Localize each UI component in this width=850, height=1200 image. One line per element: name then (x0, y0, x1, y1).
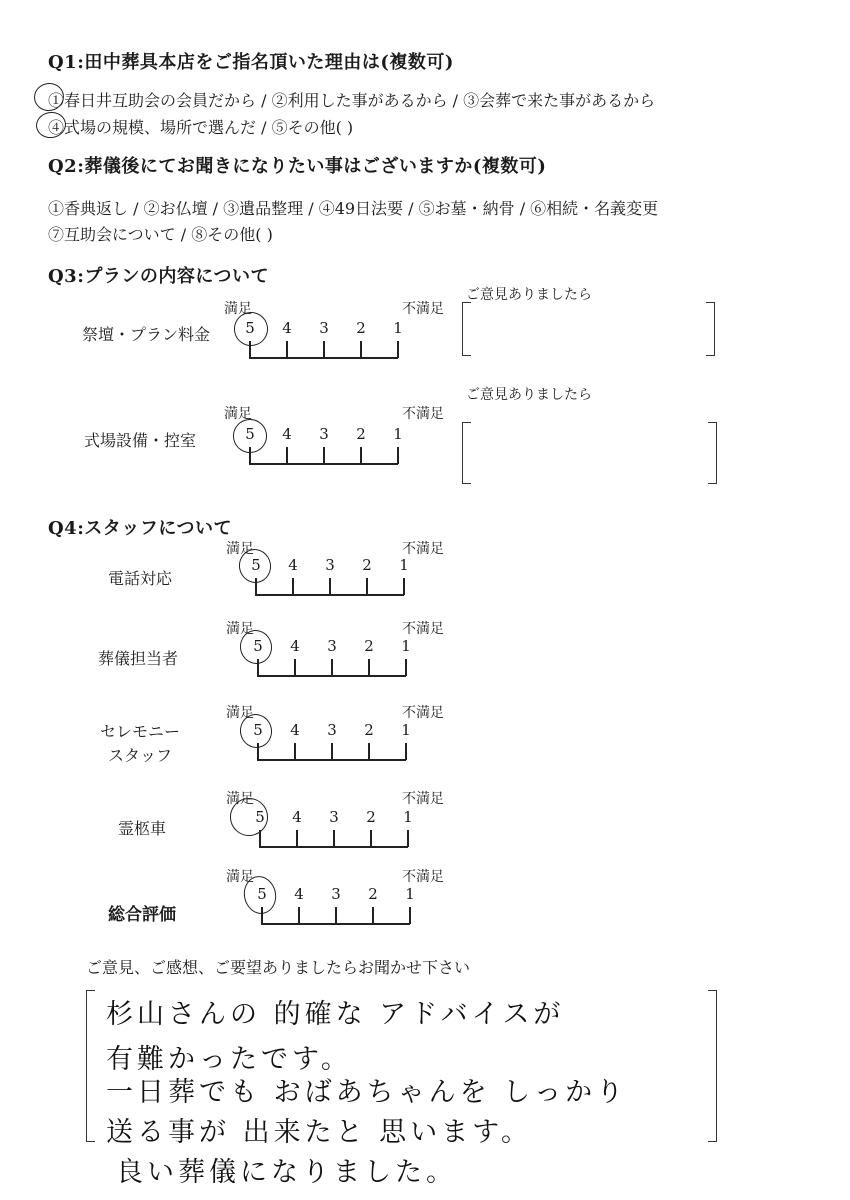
scale-baseline (249, 357, 398, 359)
scale-tick (286, 341, 288, 358)
q3-title: Q3:プランの内容について (48, 266, 269, 287)
q1-options-line1: ①春日井互助会の会員だから / ②利用した事があるから / ③会葬で来た事があるから (48, 91, 656, 110)
rating-number-3[interactable]: 3 (319, 319, 329, 337)
scale-baseline (249, 463, 398, 465)
rating-number-5[interactable]: 5 (253, 721, 263, 739)
scale-baseline (255, 594, 404, 596)
rating-scale[interactable] (251, 556, 409, 600)
rating-number-1[interactable]: 1 (399, 556, 409, 574)
scale-tick (294, 659, 296, 676)
comment-box-right-bracket (708, 422, 717, 484)
handwritten-comment-line: 送る事が 出来たと 思います。 (106, 1117, 533, 1148)
rating-number-5[interactable]: 5 (257, 885, 267, 903)
q2-options-line2: ⑦互助会について / ⑧その他( ) (48, 225, 273, 244)
unsatisfied-label: 不満足 (402, 301, 444, 317)
q4-item-label-line1: セレモニー (100, 722, 181, 741)
scale-baseline (259, 846, 408, 848)
scale-tick (331, 659, 333, 676)
q2-options-line1: ①香典返し / ②お仏壇 / ③遺品整理 / ④49日法要 / ⑤お墓・納骨 / ⑥相続・名義変更 (48, 199, 659, 218)
rating-number-2[interactable]: 2 (368, 885, 378, 903)
q4-title: Q4:スタッフについて (48, 518, 232, 539)
comment-box-right-bracket (706, 302, 715, 356)
rating-number-2[interactable]: 2 (356, 319, 366, 337)
unsatisfied-label: 不満足 (402, 791, 444, 807)
rating-scale[interactable] (253, 637, 411, 681)
scale-tick (397, 341, 399, 358)
handwritten-comment-line: 一日葬でも おばあちゃんを しっかり (106, 1077, 628, 1108)
q4-item-label: 電話対応 (108, 569, 173, 588)
scale-tick (372, 907, 374, 924)
scale-tick (298, 907, 300, 924)
scale-tick (335, 907, 337, 924)
q1-title: Q1:田中葬具本店をご指名頂いた理由は(複数可) (48, 52, 454, 73)
rating-number-5[interactable]: 5 (251, 556, 261, 574)
unsatisfied-label: 不満足 (402, 705, 444, 721)
scale-tick (409, 907, 411, 924)
rating-scale[interactable] (257, 885, 415, 929)
unsatisfied-label: 不満足 (402, 406, 444, 422)
q4-item-label: 総合評価 (108, 905, 176, 925)
rating-number-5[interactable]: 5 (253, 637, 263, 655)
q4-item-label-line2: スタッフ (108, 746, 173, 765)
rating-number-3[interactable]: 3 (327, 637, 337, 655)
scale-tick (323, 447, 325, 464)
rating-number-2[interactable]: 2 (364, 637, 374, 655)
rating-number-4[interactable]: 4 (292, 808, 302, 826)
satisfied-label: 満足 (226, 791, 254, 807)
scale-tick (407, 830, 409, 847)
rating-number-3[interactable]: 3 (319, 425, 329, 443)
rating-number-3[interactable]: 3 (331, 885, 341, 903)
rating-number-2[interactable]: 2 (362, 556, 372, 574)
rating-scale[interactable] (255, 808, 413, 852)
comment-box-left-bracket (462, 302, 471, 356)
unsatisfied-label: 不満足 (402, 869, 444, 885)
scale-baseline (261, 923, 410, 925)
q3-item-label: 祭壇・プラン料金 (82, 325, 211, 344)
rating-number-4[interactable]: 4 (282, 319, 292, 337)
scale-tick (294, 743, 296, 760)
rating-number-1[interactable]: 1 (401, 637, 411, 655)
rating-number-5[interactable]: 5 (245, 425, 255, 443)
comment-prompt: ご意見ありましたら (466, 287, 592, 303)
rating-number-3[interactable]: 3 (327, 721, 337, 739)
comment-prompt: ご意見、ご感想、ご要望ありましたらお聞かせ下さい (86, 958, 471, 977)
scale-tick (405, 743, 407, 760)
scale-tick (296, 830, 298, 847)
rating-number-4[interactable]: 4 (288, 556, 298, 574)
rating-number-4[interactable]: 4 (290, 721, 300, 739)
handwritten-comment-line: 有難かったです。 (106, 1044, 352, 1075)
q4-item-label: 葬儀担当者 (98, 649, 179, 668)
handwritten-comment-line: 良い葬儀になりました。 (116, 1157, 457, 1188)
rating-number-2[interactable]: 2 (356, 425, 366, 443)
rating-scale[interactable] (245, 425, 403, 469)
q3-item-label: 式場設備・控室 (84, 431, 197, 450)
scale-tick (368, 659, 370, 676)
scale-tick (370, 830, 372, 847)
unsatisfied-label: 不満足 (402, 541, 444, 557)
rating-number-2[interactable]: 2 (366, 808, 376, 826)
satisfied-label: 満足 (224, 301, 252, 317)
rating-number-2[interactable]: 2 (364, 721, 374, 739)
scale-tick (368, 743, 370, 760)
q4-item-label (100, 720, 180, 768)
scale-tick (292, 578, 294, 595)
scale-tick (329, 578, 331, 595)
handwritten-comment-line: 杉山さんの 的確な アドバイスが (106, 999, 565, 1030)
satisfied-label: 満足 (224, 406, 252, 422)
rating-number-5[interactable]: 5 (255, 808, 265, 826)
rating-number-1[interactable]: 1 (393, 319, 403, 337)
scale-baseline (257, 759, 406, 761)
rating-number-1[interactable]: 1 (393, 425, 403, 443)
scale-tick (333, 830, 335, 847)
rating-number-5[interactable]: 5 (245, 319, 255, 337)
scale-tick (397, 447, 399, 464)
rating-number-4[interactable]: 4 (290, 637, 300, 655)
rating-number-4[interactable]: 4 (282, 425, 292, 443)
rating-scale[interactable] (253, 721, 411, 765)
rating-number-1[interactable]: 1 (405, 885, 415, 903)
rating-number-3[interactable]: 3 (329, 808, 339, 826)
rating-scale[interactable] (245, 319, 403, 363)
q1-options-line2: ④式場の規模、場所で選んだ / ⑤その他( ) (48, 118, 354, 137)
scale-tick (360, 341, 362, 358)
satisfied-label: 満足 (226, 869, 254, 885)
rating-number-1[interactable]: 1 (401, 721, 411, 739)
comment-box-right-bracket (708, 990, 717, 1142)
satisfied-label: 満足 (226, 621, 254, 637)
q2-title: Q2:葬儀後にてお聞きになりたい事はございますか(複数可) (48, 156, 547, 177)
scale-tick (360, 447, 362, 464)
scale-tick (286, 447, 288, 464)
scale-tick (323, 341, 325, 358)
rating-number-4[interactable]: 4 (294, 885, 304, 903)
satisfied-label: 満足 (226, 705, 254, 721)
q4-item-label: 霊柩車 (118, 819, 167, 838)
scale-tick (405, 659, 407, 676)
comment-box-left-bracket (86, 990, 95, 1142)
unsatisfied-label: 不満足 (402, 621, 444, 637)
satisfied-label: 満足 (226, 541, 254, 557)
comment-prompt: ご意見ありましたら (466, 387, 592, 403)
comment-box-left-bracket (462, 422, 471, 484)
scale-tick (366, 578, 368, 595)
scale-tick (331, 743, 333, 760)
rating-number-3[interactable]: 3 (325, 556, 335, 574)
rating-number-1[interactable]: 1 (403, 808, 413, 826)
scale-tick (403, 578, 405, 595)
scale-baseline (257, 675, 406, 677)
